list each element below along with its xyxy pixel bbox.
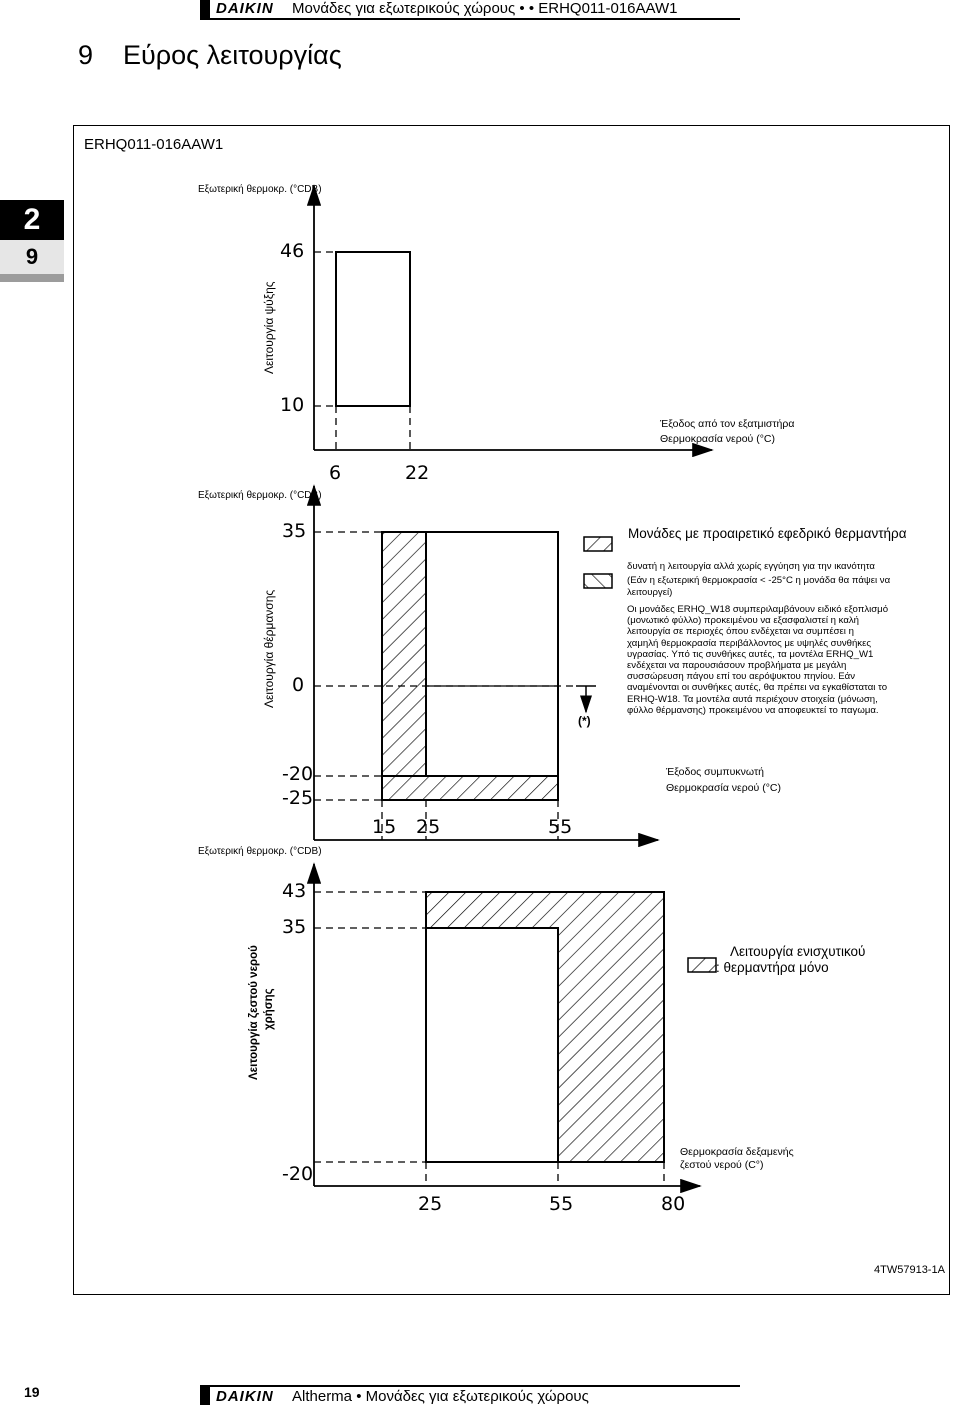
drawing-code: 4TW57913-1A (874, 1264, 945, 1276)
cooling-area (336, 252, 410, 406)
heating-legend-1: δυνατή η λειτουργία αλλά χωρίς εγγύηση για την ικανότητα (627, 561, 875, 572)
heating-ytick-0: 0 (292, 674, 305, 696)
cooling-ytick-46: 46 (280, 240, 305, 262)
dhw-ytick-35: 35 (282, 916, 307, 938)
dhw-xtick-55: 55 (549, 1193, 574, 1215)
footer-rule (200, 1385, 740, 1387)
cooling-x-label-1: Έξοδος από τον εξατμιστήρα (660, 418, 795, 430)
dhw-x-label-2: ζεστού νερού (C°) (680, 1159, 764, 1171)
footer-text: Altherma • Μονάδες για εξωτερικούς χώρους (292, 1388, 589, 1405)
dhw-legend-1: Λειτουργία ενισχυτικού (730, 944, 866, 959)
cooling-ytick-10: 10 (280, 394, 305, 416)
legend-swatch-2 (584, 574, 612, 588)
cooling-xtick-6: 6 (329, 462, 342, 484)
cooling-xtick-22: 22 (405, 462, 430, 484)
dhw-xtick-80: 80 (661, 1193, 686, 1215)
heating-ytick-35: 35 (282, 520, 307, 542)
dhw-ytick-minus20: -20 (282, 1163, 314, 1185)
chapter-number: 2 (0, 200, 64, 240)
footer-marker (200, 1387, 210, 1405)
model-title: ERHQ011-016AAW1 (84, 136, 224, 153)
dhw-mode-label-1: Λειτουργία ζεστού νερού (248, 945, 260, 1080)
heating-x-label-2: Θερμοκρασία νερού (°C) (666, 782, 781, 794)
dhw-legend-swatch (688, 958, 716, 972)
dhw-chart (314, 864, 716, 1186)
heating-xtick-15: 15 (372, 816, 397, 838)
cooling-mode-label: Λειτουργία ψύξης (262, 281, 276, 374)
dhw-ytick-43: 43 (282, 880, 307, 902)
heating-backup-area-vertical (382, 532, 426, 776)
page-title: 9 Εύρος λειτουργίας (78, 40, 342, 70)
cooling-x-label-2: Θερμοκρασία νερού (°C) (660, 433, 775, 445)
page-number: 19 (24, 1384, 40, 1400)
dhw-xtick-25: 25 (418, 1193, 443, 1215)
heating-chart (314, 486, 658, 840)
heating-legend-2b: λειτουργεί) (627, 587, 673, 598)
heating-backup-area-bottom (382, 776, 558, 800)
dhw-x-label-1: Θερμοκρασία δεξαμενής (680, 1146, 794, 1158)
heating-ytick-minus20: -20 (282, 763, 314, 785)
heating-y-label: Εξωτερική θερμοκρ. (°CDB) (198, 490, 322, 501)
heating-legend-2a: (Εάν η εξωτερική θερμοκρασία < -25°C η μονάδα θα πάψει να (627, 575, 891, 586)
heating-legend-title: Μονάδες με προαιρετικό εφεδρικό θερμαντήρα (628, 526, 907, 541)
header-text: Μονάδες για εξωτερικούς χώρους • • ERHQ011-016AAW1 (292, 0, 678, 17)
heating-note: Οι μονάδες ERHQ_W18 συμπεριλαμβάνουν ειδικό εξοπλισμό (μονωτικό φύλλο) προκειμένου να εξασφαλιστεί η καλή λειτουργία σε περιοχές όπου ενδέχεται να συμπέσει η χαμηλή θερμοκρασία περιβάλλοντος με υψηλές συνθήκες υγρασίας. Υπό τις συνθήκες αυτές, τα μοντέλα ERHQ_W1 ενδέχεται να παρουσιάσουν προβλήματα με μεγάλη συσσώρευση πάγου επί του αερόψυκτου πηνίου. Εάν αναμένονται οι συνθήκες αυτές, θα πρέπει να εγκαθίσταται το ERHQ-W18. Τα μοντέλα αυτά περιέχουν στοιχεία (μόνωση, φύλλο θέρμανσης) προκειμένου να αποφευκτεί το παγωμα. (627, 604, 889, 716)
daikin-logo: DAIKIN (216, 0, 274, 17)
section-number: 9 (0, 240, 64, 274)
footer-daikin-logo: DAIKIN (216, 1388, 274, 1405)
heating-xtick-55: 55 (548, 816, 573, 838)
legend-swatch-1 (584, 537, 612, 551)
heating-mode-label: Λειτουργία θέρμανσης (262, 589, 276, 708)
heating-ytick-minus25: -25 (282, 787, 314, 809)
cooling-y-label: Εξωτερική θερμοκρ. (°CDB) (198, 184, 322, 195)
dhw-area (426, 928, 558, 1162)
heating-x-label-1: Έξοδος συμπυκνωτή (666, 766, 764, 778)
cooling-chart (314, 186, 712, 450)
dhw-mode-label-2: χρήσης (263, 988, 275, 1030)
heating-xtick-25: 25 (416, 816, 441, 838)
star-mark: (*) (578, 714, 591, 728)
dhw-y-label: Εξωτερική θερμοκρ. (°CDB) (198, 846, 322, 857)
dhw-legend-2: : θερμαντήρα μόνο (716, 960, 829, 975)
